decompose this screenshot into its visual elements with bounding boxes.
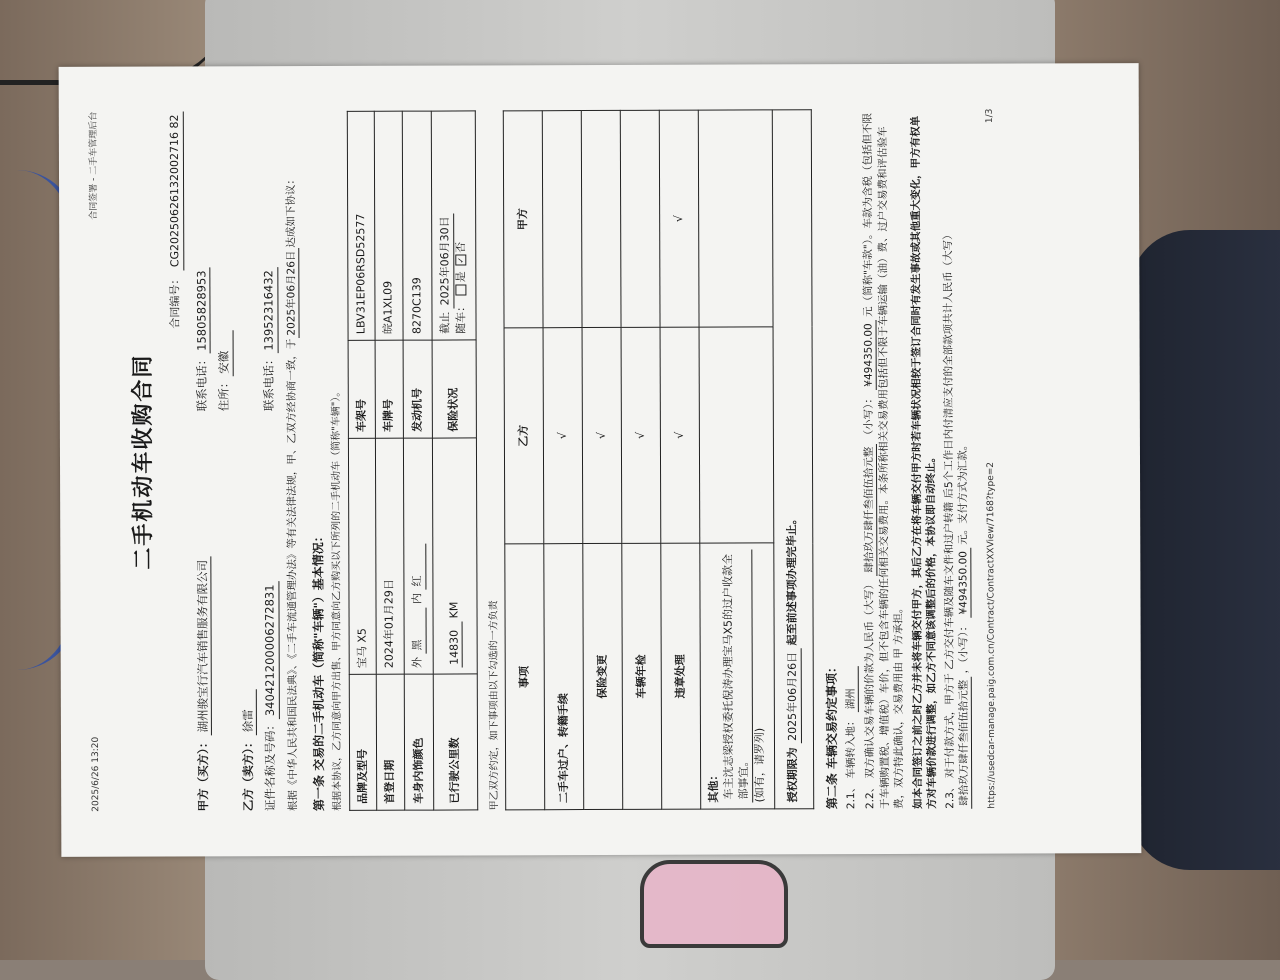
- vehicle-color: 外 黑 内 红: [404, 438, 434, 674]
- clause-2-3: 2.3、 对于付款方式，甲方于 乙方交付车辆及随车文件和过户转籍 后5个工作日内付清应支付的全部款项共计人民币（大写） 肆拾玖万肆仟叁佰伍拾元整 ，（小写）： ¥494350.00 元。支付方式为汇款。: [941, 109, 973, 809]
- agreement-title: 甲乙双方约定，如下事项由以下勾选的一方负责: [488, 600, 501, 811]
- vehicle-brand: 宝马 X5: [348, 439, 377, 675]
- clause-2-1: 2.1、 车辆转入地： 湖州: [842, 109, 860, 809]
- contract-paper: [59, 63, 1142, 857]
- other-items: 其他： 车主沈志梁授权委托倪涛办理宝马X5的过户收款全部事宜。 (如有，请罗列): [700, 543, 774, 809]
- table-row: [772, 110, 813, 809]
- table-row: 二手车过户、转籍手续 √: [543, 111, 584, 810]
- checked-checkbox-icon: ✓: [456, 255, 467, 266]
- table-row: [699, 110, 775, 809]
- party-a-address: 安徽: [217, 331, 234, 377]
- article-1-title: 第一条 交易的二手机动车（简称"车辆"）基本情况：: [311, 530, 327, 812]
- party-b-phone: 13952316432: [262, 267, 279, 354]
- vehicle-info-table: 品牌及型号 宝马 X5 车架号 LBV31EP06RSD52577 首登日期 2024年01月29日 车牌号 皖A1XL09 车身内饰颜色 外 黑 内 红 发动机号 8270C139 已行驶公里数 14830 KM 保险状况 截止 2025年06月30日 随车： 是 ✓否: [346, 110, 478, 810]
- authorization-period: 授权期限为 2025年06月26日 起至前述事项办理完毕止。: [772, 110, 813, 809]
- laptop-sticker: [640, 860, 788, 948]
- contract-document: [74, 78, 1127, 842]
- checkbox-icon: [456, 284, 467, 295]
- page-number: 1/3: [985, 108, 996, 124]
- intro-paragraph: 根据《中华人民共和国民法典》、《二手车流通管理办法》等有关法律法规，甲、乙双方经协商一致，于2025年06月26日达成如下协议：: [284, 174, 299, 812]
- print-footer: [984, 109, 999, 809]
- table-row: 车辆年检 √: [621, 110, 662, 809]
- party-a-row: 甲方（买方）： 湖州骏宝行汽车销售服务有限公司 联系电话：15805828953: [193, 111, 212, 811]
- party-a-address-row: 住所：安徽: [216, 111, 235, 811]
- vehicle-plate: 皖A1XL09: [375, 111, 404, 340]
- responsibility-table: 事项 乙方 甲方 二手车过户、转籍手续 √ 保险变更 √ 车辆年检 √ 违章处理 √ √ 其他： 车主沈志梁授权委托倪涛办理宝马X5的过户收款全部事宜。 (如有，请罗列) 授权期限为 2025年06月26日 起至前述事项办理完毕止。: [503, 109, 814, 810]
- dark-fabric: [1130, 230, 1280, 870]
- page-url: https://usedcar-manage.paig.com.cn/Contract/ContractXXView/7168?type=2: [986, 461, 998, 809]
- vehicle-reg-date: 2024年01月29日: [376, 438, 405, 674]
- party-b-name: 徐雷: [241, 689, 258, 735]
- article-2-title: 第二条 车辆交易约定事项：: [824, 660, 839, 810]
- table-row: 违章处理 √ √: [660, 110, 701, 809]
- clause-2-2: 2.2、 双方确认交易车辆的价款为人民币（大写） 肆拾玖万肆仟叁佰伍拾元整 （小写）： ¥494350.00 元（简称"车款"）。车款为含税（包括但不限于车辆购置税、增值税）车价，但不包含车辆的任何相关交易费用。本条所称相关交易费用包括但不限于车辆运输（油）费、过户交易费和评估验车费，双方特此确认，交易费用由 甲 方承担。: [861, 112, 906, 810]
- contract-title: 二手机动车收购合同: [130, 353, 157, 570]
- table-row: 保险变更 √: [582, 110, 623, 809]
- party-b-row: 乙方（卖方）： 徐雷: [238, 111, 257, 811]
- article-1-desc: 根据本协议，乙方同意向甲方出售、甲方同意向乙方购买以下所列的二手机动车（简称"车辆"）。: [330, 386, 344, 811]
- party-b-id-row: 证件名称及号码：340421200006272831 联系电话：13952316432: [261, 111, 280, 811]
- vehicle-mileage: 14830 KM: [433, 438, 478, 674]
- party-a-phone: 15805828953: [194, 267, 211, 354]
- vehicle-insurance: 截止 2025年06月30日 随车： 是 ✓否: [431, 111, 475, 340]
- party-b-id: 340421200006272831: [263, 581, 280, 719]
- vehicle-vin: LBV31EP06RSD52577: [347, 111, 376, 340]
- party-a-name: 湖州骏宝行汽车销售服务有限公司: [195, 557, 212, 736]
- print-datetime: 2025/6/26 13:20: [90, 736, 102, 812]
- contract-number: 合同编号： CG20250626132002716 82: [168, 111, 186, 811]
- clause-bold-note: 如本合同签订之前之时乙方并未将车辆交付甲方，其后乙方在将车辆交付甲方时若车辆状况相较于签订合同时有发生事故或其他重大变化，甲方有权单方对车辆价款进行调整，如乙方不同意该调整后的价格，本协议即自动终止。: [909, 115, 938, 809]
- print-header: [88, 112, 103, 812]
- vehicle-engine: 8270C139: [403, 111, 433, 340]
- print-platform: 合同签署 - 二手车管理后台: [88, 111, 100, 220]
